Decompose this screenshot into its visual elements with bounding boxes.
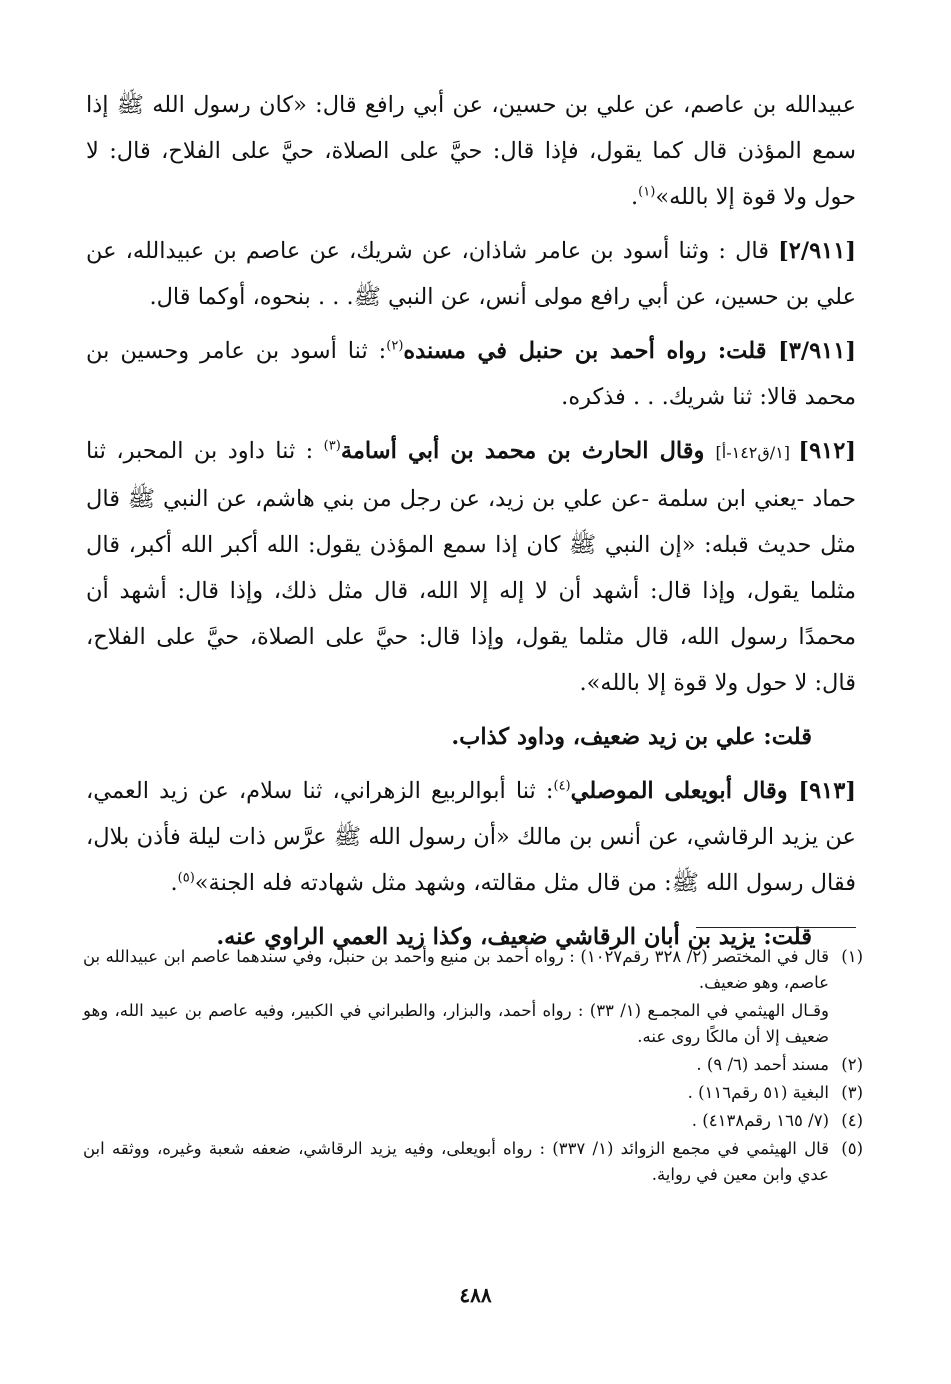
paragraph-text: : ثنا داود بن المحبر، ثنا حماد -يعني ابن سلمة -عن علي بن زيد، عن رجل من بني هاشم، عن النبي ﷺ قال مثل حديث قبله: «إن النبي ﷺ كان إذا سمع المؤذن يقول: الله أكبر الله أكبر، قال مثلما يقول، وإذا قال: أشهد أن لا إله إلا الله، قال مثل ذلك، وإذا قال: أشهد أن محمدًا رسول الله، قال مثلما يقول، وإذا قال: حيَّ على الصلاة، حيَّ على الفلاح، قال: لا حول ولا قوة إلا بالله».: [86, 438, 856, 696]
paragraph-text: قال : وثنا أسود بن عامر شاذان، عن شريك، عن عاصم بن عبيدالله، عن علي بن حسين، عن أبي رافع مولى أنس، عن النبي ﷺ. . . بنحوه، أوكما قال.: [86, 238, 856, 310]
paragraph-tail: .: [170, 870, 178, 896]
footnote-separator: [696, 927, 856, 928]
footnote-2: [83, 1052, 863, 1078]
footnote-number: (٢): [841, 1055, 863, 1074]
comment-912: قلت: علي بن زيد ضعيف، وداود كذاب.: [451, 724, 812, 750]
comment-913: قلت: يزيد بن أبان الرقاشي ضعيف، وكذا زيد العمي الراوي عنه.: [216, 924, 812, 950]
hadith-number: [٣/٩١١]: [778, 338, 856, 364]
paragraph-heading: وقال أبويعلى الموصلي: [570, 778, 799, 804]
footnote-4: [83, 1108, 863, 1134]
manuscript-ref: [١/ق١٤٢-أ]: [715, 443, 799, 462]
paragraph-heading: قلت: رواه أحمد بن حنبل في مسنده: [403, 338, 779, 364]
footnote-text: البغية (٥١ رقم١١٦) .: [687, 1083, 829, 1102]
footnote-1-continued: [83, 998, 863, 1050]
footnote-text: قال الهيثمي في مجمع الزوائد (١/ ٣٣٧) : رواه أبويعلى، وفيه يزيد الرقاشي، ضعفه شعبة وغيره، ووثقه ابن عدي وابن معين في رواية.: [83, 1139, 829, 1184]
paragraph-heading: وقال الحارث بن محمد بن أبي أسامة: [340, 438, 716, 464]
footnote-ref: (٥): [177, 870, 195, 886]
footnote-number: (٣): [841, 1083, 863, 1102]
paragraph-911-3: [86, 328, 856, 420]
footnote-3: [83, 1080, 863, 1106]
footnote-number: [829, 998, 863, 1050]
paragraph-912: [86, 428, 856, 706]
hadith-number: [٩١٣]: [798, 778, 856, 804]
footnote-ref: (١): [638, 184, 656, 200]
footnote-ref: (٤): [553, 778, 571, 794]
hadith-number: [٢/٩١١]: [778, 238, 856, 264]
footnote-5: [83, 1136, 863, 1188]
paragraph-text: : ثنا أبوالربيع الزهراني، ثنا سلام، عن زيد العمي، عن يزيد الرقاشي، عن أنس بن مالك «أن رسول الله ﷺ عرَّس ذات ليلة فأذن بلال، فقال رسول الله ﷺ: من قال مثل مقالته، وشهد مثل شهادته فله الجنة»: [86, 778, 856, 896]
paragraph-text: : ثنا أسود بن عامر وحسين بن محمد قالا: ثنا شريك. . . فذكره.: [86, 338, 856, 410]
footnote-number: (٤): [841, 1111, 863, 1130]
footnote-number: (٥): [841, 1139, 863, 1158]
footnote-ref: (٣): [323, 438, 341, 454]
footnotes: [83, 944, 863, 1190]
paragraph-911-2: [86, 228, 856, 320]
main-text: [86, 82, 856, 968]
paragraph-text: عبيدالله بن عاصم، عن علي بن حسين، عن أبي رافع قال: «كان رسول الله ﷺ إذا سمع المؤذن قال كما يقول، فإذا قال: حيَّ على الصلاة، حيَّ على الفلاح، قال: لا حول ولا قوة إلا بالله»: [86, 92, 856, 210]
footnote-text: مسند أحمد (٦/ ٩) .: [696, 1055, 829, 1074]
page-number: ٤٨٨: [459, 1283, 492, 1307]
footnote-1: [83, 944, 863, 996]
footnote-ref: (٢): [386, 338, 404, 354]
footnote-text: (٧/ ١٦٥ رقم٤١٣٨) .: [691, 1111, 829, 1130]
paragraph-tail: .: [631, 184, 639, 210]
hadith-number: [٩١٢]: [798, 438, 856, 464]
footnote-text: قال في المختصر (٢/ ٣٢٨ رقم١٠٢٧) : رواه أحمد بن منيع وأحمد بن حنبل، وفي سندهما عاصم ابن عبيدالله بن عاصم، وهو ضعيف.: [83, 947, 829, 992]
paragraph-913: [86, 768, 856, 906]
footnote-text: وقـال الهيثمي في المجمـع (١/ ٣٣) : رواه أحمد، والبزار، والطبراني في الكبير، وفيه عاصم بن عبيد الله، وهو ضعيف إلا أن مالكًا روى عنه.: [83, 1001, 829, 1046]
paragraph-1: [86, 82, 856, 220]
footnote-number: (١): [841, 947, 863, 966]
